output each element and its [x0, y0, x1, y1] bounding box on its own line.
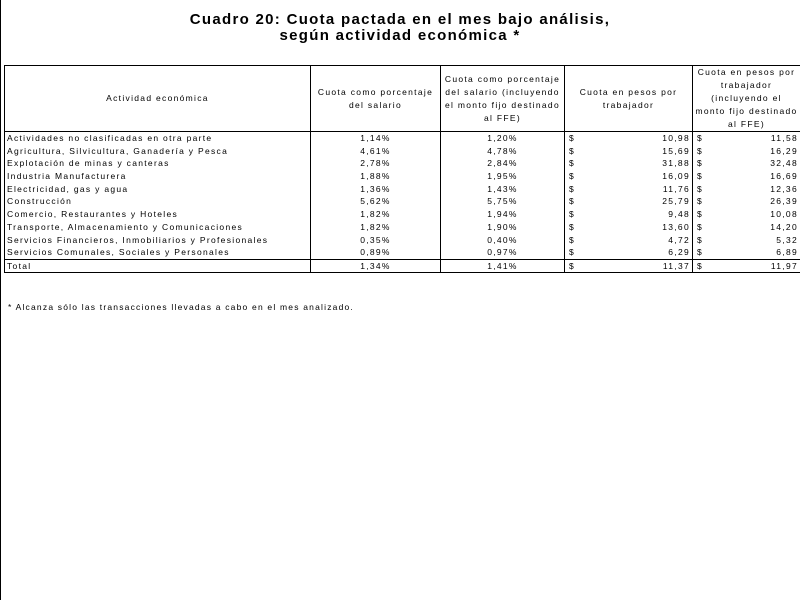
currency-symbol: $ [569, 247, 576, 258]
cell-pesos-worker-ffe [693, 234, 800, 247]
table-row [5, 183, 800, 196]
cell-pesos-worker-ffe [693, 157, 800, 170]
cell-pesos-worker-ffe [693, 221, 800, 234]
currency-symbol: $ [697, 247, 704, 258]
page-left-border [0, 0, 1, 600]
money-value: 11,76 [662, 183, 690, 194]
money-value: 6,29 [668, 247, 690, 258]
cell-pesos-worker-ffe [693, 183, 800, 196]
table-row [5, 221, 800, 234]
cell-pct-salary: 2,78% [311, 157, 441, 170]
currency-symbol: $ [697, 260, 704, 271]
table-header-row [5, 66, 800, 132]
cell-pesos-worker-ffe [693, 170, 800, 183]
money-value: 31,88 [662, 158, 690, 169]
cell-pct-salary-ffe: 2,84% [441, 157, 565, 170]
cell-pesos-worker [565, 246, 693, 259]
currency-symbol: $ [697, 209, 704, 220]
footnote: * Alcanza sólo las transacciones llevadas a cabo en el mes analizado. [8, 302, 354, 312]
cell-pesos-worker-ffe [693, 208, 800, 221]
document-title [80, 12, 720, 44]
header-activity: Actividad económica [5, 66, 311, 132]
currency-symbol: $ [697, 171, 704, 182]
money-value: 12,36 [770, 183, 798, 194]
total-pesos-ffe [693, 259, 800, 273]
cell-pct-salary-ffe: 0,40% [441, 234, 565, 247]
table-total-row [5, 259, 800, 273]
money-value: 16,29 [770, 145, 798, 156]
cell-pct-salary: 5,62% [311, 195, 441, 208]
table-row [5, 234, 800, 247]
table-row [5, 157, 800, 170]
currency-symbol: $ [569, 260, 576, 271]
table-row [5, 195, 800, 208]
cell-activity: Transporte, Almacenamiento y Comunicaciones [5, 221, 311, 234]
cell-activity: Electricidad, gas y agua [5, 183, 311, 196]
cell-pesos-worker [565, 132, 693, 145]
title-line-2: según actividad económica * [279, 27, 521, 44]
cell-activity: Agricultura, Silvicultura, Ganadería y Pesca [5, 145, 311, 158]
cell-pesos-worker [565, 195, 693, 208]
table-row [5, 145, 800, 158]
currency-symbol: $ [569, 196, 576, 207]
cell-pct-salary-ffe: 1,20% [441, 132, 565, 145]
cell-activity: Construcción [5, 195, 311, 208]
money-value: 16,69 [770, 171, 798, 182]
cell-pct-salary: 1,82% [311, 221, 441, 234]
cell-pct-salary: 1,14% [311, 132, 441, 145]
currency-symbol: $ [697, 221, 704, 232]
cell-pesos-worker-ffe [693, 195, 800, 208]
cell-activity: Servicios Financieros, Inmobiliarios y Profesionales [5, 234, 311, 247]
cell-pesos-worker [565, 170, 693, 183]
total-pct: 1,34% [311, 259, 441, 273]
cell-activity: Actividades no clasificadas en otra parte [5, 132, 311, 145]
money-value: 9,48 [668, 209, 690, 220]
cell-pesos-worker-ffe [693, 145, 800, 158]
currency-symbol: $ [569, 145, 576, 156]
cell-pct-salary: 1,88% [311, 170, 441, 183]
header-pesos-worker-ffe: Cuota en pesos por trabajador (incluyendo el monto fijo destinado al FFE) [693, 66, 800, 132]
cell-pct-salary-ffe: 0,97% [441, 246, 565, 259]
currency-symbol: $ [697, 133, 704, 143]
money-value: 5,32 [776, 234, 798, 245]
cell-pesos-worker [565, 221, 693, 234]
currency-symbol: $ [569, 209, 576, 220]
currency-symbol: $ [569, 158, 576, 169]
total-pesos [565, 259, 693, 273]
cell-pct-salary: 0,89% [311, 246, 441, 259]
cell-activity: Explotación de minas y canteras [5, 157, 311, 170]
table-row [5, 208, 800, 221]
header-pct-salary-ffe: Cuota como porcentaje del salario (incluyendo el monto fijo destinado al FFE) [441, 66, 565, 132]
cell-pct-salary-ffe: 1,43% [441, 183, 565, 196]
cell-pesos-worker [565, 234, 693, 247]
title-line-1: Cuadro 20: Cuota pactada en el mes bajo análisis, [189, 11, 611, 28]
money-value: 4,72 [668, 234, 690, 245]
cell-activity: Comercio, Restaurantes y Hoteles [5, 208, 311, 221]
cell-pesos-worker-ffe [693, 132, 800, 145]
money-value: 26,39 [770, 196, 798, 207]
cell-pesos-worker [565, 208, 693, 221]
table-row [5, 246, 800, 259]
cell-pesos-worker [565, 145, 693, 158]
cell-pct-salary-ffe: 1,94% [441, 208, 565, 221]
money-value: 10,98 [662, 133, 690, 144]
total-pesos-ffe-value: 11,97 [770, 260, 798, 271]
money-value: 13,60 [662, 221, 690, 232]
total-pct-ffe: 1,41% [441, 259, 565, 273]
money-value: 15,69 [662, 145, 690, 156]
cell-activity: Industria Manufacturera [5, 170, 311, 183]
currency-symbol: $ [569, 183, 576, 194]
cell-pesos-worker [565, 183, 693, 196]
cell-pct-salary: 4,61% [311, 145, 441, 158]
total-label: Total [5, 259, 311, 273]
money-value: 32,48 [770, 158, 798, 169]
cell-pct-salary-ffe: 1,95% [441, 170, 565, 183]
header-pct-salary: Cuota como porcentaje del salario [311, 66, 441, 132]
header-pesos-worker: Cuota en pesos por trabajador [565, 66, 693, 132]
currency-symbol: $ [697, 145, 704, 156]
cell-pct-salary-ffe: 4,78% [441, 145, 565, 158]
cell-pesos-worker-ffe [693, 246, 800, 259]
money-value: 10,08 [770, 209, 798, 220]
cell-pct-salary-ffe: 5,75% [441, 195, 565, 208]
total-pesos-value: 11,37 [662, 260, 690, 271]
currency-symbol: $ [697, 183, 704, 194]
currency-symbol: $ [569, 133, 576, 143]
money-value: 14,20 [770, 221, 798, 232]
currency-symbol: $ [569, 171, 576, 182]
money-value: 16,09 [662, 171, 690, 182]
money-value: 11,58 [770, 133, 798, 144]
money-value: 6,89 [776, 247, 798, 258]
currency-symbol: $ [697, 196, 704, 207]
cell-activity: Servicios Comunales, Sociales y Personales [5, 246, 311, 259]
cell-pct-salary-ffe: 1,90% [441, 221, 565, 234]
quota-table [4, 65, 800, 273]
currency-symbol: $ [697, 158, 704, 169]
cell-pct-salary: 1,36% [311, 183, 441, 196]
currency-symbol: $ [697, 234, 704, 245]
currency-symbol: $ [569, 234, 576, 245]
cell-pct-salary: 0,35% [311, 234, 441, 247]
table-row [5, 132, 800, 145]
currency-symbol: $ [569, 221, 576, 232]
cell-pct-salary: 1,82% [311, 208, 441, 221]
money-value: 25,79 [662, 196, 690, 207]
table-row [5, 170, 800, 183]
table-body [5, 132, 800, 260]
cell-pesos-worker [565, 157, 693, 170]
